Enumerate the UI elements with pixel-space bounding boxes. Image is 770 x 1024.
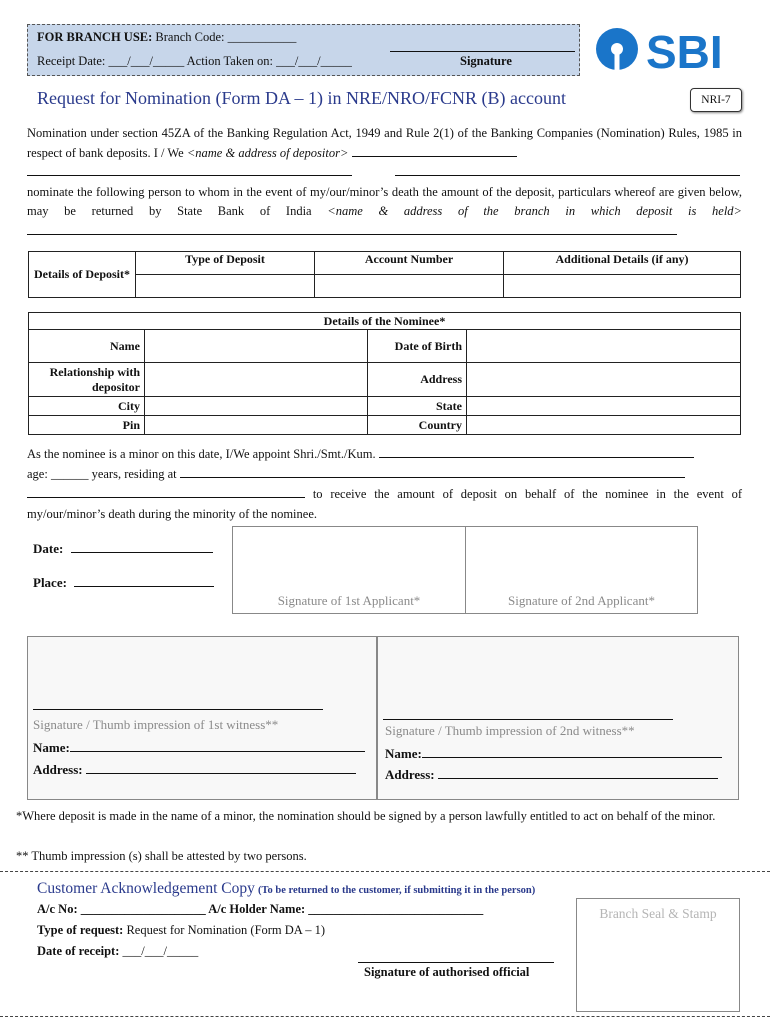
nominee-title: Details of the Nominee* <box>29 313 741 330</box>
cut-line-bottom <box>0 1016 770 1017</box>
applicant-2-signature-label: Signature of 2nd Applicant* <box>508 593 655 608</box>
witness-1-address-field[interactable] <box>33 761 356 778</box>
minor-note: *Where deposit is made in the name of a minor, the nomination should be signed by a person lawfully entitled to act on behalf of the minor. <box>16 809 716 823</box>
minor-paragraph <box>27 444 742 524</box>
deposit-header-type: Type of Deposit <box>136 252 315 275</box>
page-title: Request for Nomination (Form DA – 1) in NRE/NRO/FCNR (B) account <box>37 88 566 108</box>
deposit-header-account: Account Number <box>315 252 504 275</box>
nominee-relationship-input[interactable] <box>145 363 368 397</box>
applicant-2-signature-box[interactable] <box>465 526 698 614</box>
intro-text: Nomination under section 45ZA of the Banking Regulation Act, 1949 and Rule 2(1) of the Banking Companies (Nomination) Rules, 1985 in respect of bank deposits. I / We <box>27 126 742 160</box>
guardian-address-field-2[interactable] <box>27 485 305 498</box>
witness-2-name-field[interactable] <box>385 745 722 762</box>
date-field[interactable] <box>33 540 213 557</box>
applicant-1-signature-box[interactable] <box>232 526 466 614</box>
minor-text-1: As the nominee is a minor on this date, I/We appoint Shri./Smt./Kum. <box>27 447 376 461</box>
witness-1-name-field[interactable] <box>33 739 365 756</box>
ack-receipt-date-value[interactable]: ___/___/_____ <box>122 944 199 958</box>
ack-title-row <box>37 880 535 898</box>
branch-field[interactable] <box>27 222 677 235</box>
nominee-country-label: Country <box>368 416 467 435</box>
place-line[interactable] <box>74 574 214 587</box>
nominee-city-input[interactable] <box>145 397 368 416</box>
deposit-type-input[interactable] <box>136 275 315 298</box>
depositor-field-2[interactable] <box>27 163 352 176</box>
ack-title: Customer Acknowledgement Copy <box>37 880 255 897</box>
date-label: Date: <box>33 541 64 556</box>
witness-1-box[interactable] <box>27 636 377 800</box>
sbi-logo <box>594 24 750 74</box>
witness-1-signature-line[interactable] <box>33 709 323 710</box>
sbi-logo-icon <box>594 24 750 74</box>
nominee-state-input[interactable] <box>467 397 741 416</box>
place-label: Place: <box>33 575 67 590</box>
branch-code-line <box>37 30 296 45</box>
ack-receipt-date-row <box>37 944 198 959</box>
depositor-hint: <name & address of depositor> <box>186 145 349 160</box>
depositor-field[interactable] <box>352 144 517 157</box>
depositor-field-3[interactable] <box>395 163 740 176</box>
applicant-1-signature-label: Signature of 1st Applicant* <box>277 593 421 608</box>
nominee-address-label: Address <box>368 363 467 397</box>
nominee-country-input[interactable] <box>467 416 741 435</box>
ack-official-signature-line[interactable] <box>358 962 554 963</box>
branch-code-field[interactable]: Branch Code: ___________ <box>155 30 297 44</box>
nominee-name-label: Name <box>29 330 145 363</box>
receipt-date-field[interactable]: Receipt Date: ___/___/_____ Action Taken on: ___/___/_____ <box>37 54 352 68</box>
branch-signature-label: Signature <box>460 54 512 68</box>
intro-paragraph <box>27 124 742 241</box>
witness-2-address-label: Address: <box>385 767 435 782</box>
witness-1-name-line[interactable] <box>70 739 365 752</box>
witness-2-address-line[interactable] <box>438 766 718 779</box>
nominee-pin-label: Pin <box>29 416 145 435</box>
ack-holder-name-field[interactable]: A/c Holder Name: ____________________________ <box>208 902 484 916</box>
nominee-name-input[interactable] <box>145 330 368 363</box>
ack-request-type-label: Type of request: <box>37 923 124 937</box>
ack-subtitle: (To be returned to the customer, if submitting it in the person) <box>257 885 536 896</box>
nominate-text: nominate the following person to whom in the event of my/our/minor’s death the amount of the deposit, particulars whereof are given below, may be returned by State Bank of India <box>27 184 742 218</box>
witness-2-address-field[interactable] <box>385 766 718 783</box>
guardian-name-field[interactable] <box>379 445 694 458</box>
witness-2-name-label: Name: <box>385 746 422 761</box>
additional-details-input[interactable] <box>504 275 741 298</box>
thumb-note: ** Thumb impression (s) shall be attested by two persons. <box>16 849 307 863</box>
branch-seal-label: Branch Seal & Stamp <box>599 906 717 921</box>
nominee-city-label: City <box>29 397 145 416</box>
ack-account-row <box>37 902 483 917</box>
nominee-relationship-label: Relationship with depositor <box>29 363 145 397</box>
witness-1-address-label: Address: <box>33 762 83 777</box>
nominee-dob-label: Date of Birth <box>368 330 467 363</box>
witness-2-signature-line[interactable] <box>383 719 673 720</box>
nominee-pin-input[interactable] <box>145 416 368 435</box>
branch-signature-line[interactable] <box>390 51 575 52</box>
ack-request-type-value: Request for Nomination (Form DA – 1) <box>126 923 326 937</box>
nominee-address-input[interactable] <box>467 363 741 397</box>
logo-text: SBI <box>646 26 723 74</box>
minor-text-2: age: ______ years, residing at <box>27 467 177 481</box>
form-code-badge: NRI-7 <box>690 88 742 112</box>
witness-1-address-line[interactable] <box>86 761 356 774</box>
guardian-address-field[interactable] <box>180 465 685 478</box>
ack-account-number-field[interactable]: A/c No: ____________________ <box>37 902 206 916</box>
witness-1-name-label: Name: <box>33 740 70 755</box>
nominee-dob-input[interactable] <box>467 330 741 363</box>
branch-use-box <box>27 24 580 76</box>
ack-request-type-row <box>37 923 325 938</box>
deposit-table <box>28 251 741 298</box>
witness-2-name-line[interactable] <box>422 745 722 758</box>
ack-receipt-date-label: Date of receipt: <box>37 944 120 958</box>
ack-official-signature-label: Signature of authorised official <box>364 965 530 979</box>
branch-seal-box[interactable] <box>576 898 740 1012</box>
deposit-row-label: Details of Deposit* <box>29 252 136 298</box>
branch-use-label: FOR BRANCH USE: <box>37 30 153 44</box>
nominee-table <box>28 312 741 435</box>
witness-2-signature-label: Signature / Thumb impression of 2nd witness** <box>385 723 635 738</box>
minor-text-3: to receive the amount of deposit on behalf of the nominee in the event of my/our/minor’s death during the minority of the nominee. <box>27 487 743 521</box>
witness-1-signature-label: Signature / Thumb impression of 1st witness** <box>33 717 279 732</box>
cut-line-top <box>0 871 770 872</box>
branch-hint: <name & address of the branch in which deposit is held> <box>327 204 742 218</box>
deposit-header-additional: Additional Details (if any) <box>504 252 741 275</box>
date-line[interactable] <box>71 540 213 553</box>
place-field[interactable] <box>33 574 214 591</box>
witness-2-box[interactable] <box>377 636 739 800</box>
account-number-input[interactable] <box>315 275 504 298</box>
nominee-state-label: State <box>368 397 467 416</box>
